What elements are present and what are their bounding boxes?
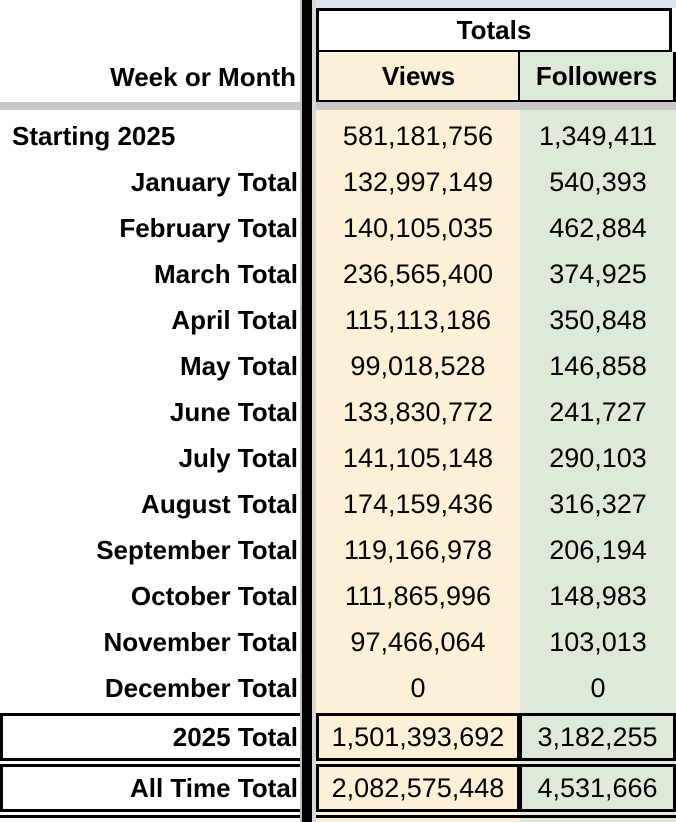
table-row bbox=[0, 159, 676, 205]
row-label-cell[interactable]: Starting 2025 bbox=[12, 120, 176, 151]
views-cell[interactable]: 236,565,400 bbox=[342, 258, 494, 289]
total-label-cell[interactable]: 2025 Total bbox=[0, 713, 302, 761]
totals-header-cell[interactable] bbox=[316, 8, 672, 52]
views-cell[interactable]: 133,830,772 bbox=[342, 396, 494, 427]
views-cell[interactable]: 97,466,064 bbox=[350, 626, 486, 657]
row-label-cell[interactable]: May Total bbox=[180, 350, 298, 381]
table-row bbox=[0, 481, 676, 527]
followers-cell[interactable]: 350,848 bbox=[549, 304, 647, 335]
followers-cell[interactable]: 241,727 bbox=[549, 396, 647, 427]
followers-cell[interactable]: 374,925 bbox=[549, 258, 647, 289]
row-label-cell[interactable]: April Total bbox=[171, 304, 298, 335]
followers-cell[interactable]: 1,349,411 bbox=[538, 120, 658, 151]
table-row bbox=[0, 435, 676, 481]
column-header-strip bbox=[316, 0, 676, 8]
views-cell[interactable]: 174,159,436 bbox=[342, 488, 494, 519]
views-cell[interactable]: 119,166,978 bbox=[343, 534, 493, 565]
row-label-cell[interactable]: March Total bbox=[154, 258, 298, 289]
bottom-border bbox=[0, 815, 676, 818]
total-row bbox=[0, 764, 676, 812]
views-cell[interactable]: 111,865,996 bbox=[344, 580, 492, 611]
followers-cell[interactable]: 103,013 bbox=[549, 626, 647, 657]
followers-header-label: Followers bbox=[535, 60, 658, 91]
column-gap bbox=[312, 0, 316, 822]
row-label-cell[interactable]: December Total bbox=[104, 672, 298, 703]
total-followers-cell[interactable]: 4,531,666 bbox=[520, 764, 676, 812]
total-views-cell[interactable]: 2,082,575,448 bbox=[316, 764, 520, 812]
table-row bbox=[0, 665, 676, 711]
row-label-cell[interactable]: November Total bbox=[103, 626, 298, 657]
views-cell[interactable]: 140,105,035 bbox=[342, 212, 494, 243]
total-views-cell[interactable]: 1,501,393,692 bbox=[316, 713, 520, 761]
followers-cell[interactable]: 290,103 bbox=[549, 442, 647, 473]
totals-header-label: Totals bbox=[456, 15, 532, 45]
row-label-cell[interactable]: July Total bbox=[178, 442, 298, 473]
row-label-cell[interactable]: June Total bbox=[169, 396, 298, 427]
table-row bbox=[0, 343, 676, 389]
followers-cell[interactable]: 316,327 bbox=[549, 488, 647, 519]
views-header-cell[interactable] bbox=[316, 52, 520, 102]
table-row bbox=[0, 297, 676, 343]
followers-header-cell[interactable] bbox=[520, 52, 676, 102]
total-label-cell[interactable]: All Time Total bbox=[0, 764, 302, 812]
row-label-cell[interactable]: January Total bbox=[130, 166, 298, 197]
frozen-row-divider[interactable] bbox=[0, 102, 676, 110]
table-row bbox=[0, 573, 676, 619]
followers-cell[interactable]: 462,884 bbox=[549, 212, 647, 243]
followers-cell[interactable]: 0 bbox=[590, 672, 606, 703]
table-row bbox=[0, 113, 676, 159]
frozen-column-divider[interactable] bbox=[302, 0, 312, 822]
followers-cell[interactable]: 206,194 bbox=[549, 534, 647, 565]
row-label-cell[interactable]: August Total bbox=[141, 488, 298, 519]
followers-cell[interactable]: 148,983 bbox=[549, 580, 647, 611]
total-followers-cell[interactable]: 3,182,255 bbox=[520, 713, 676, 761]
views-header-label: Views bbox=[381, 60, 456, 91]
row-label-cell[interactable]: February Total bbox=[119, 212, 298, 243]
row-header-label: Week or Month bbox=[110, 61, 296, 92]
views-cell[interactable]: 115,113,186 bbox=[344, 304, 492, 335]
row-label-cell[interactable]: October Total bbox=[130, 580, 298, 611]
views-cell[interactable]: 141,105,148 bbox=[342, 442, 494, 473]
followers-cell[interactable]: 540,393 bbox=[549, 166, 647, 197]
row-label-cell[interactable]: September Total bbox=[96, 534, 298, 565]
table-row bbox=[0, 251, 676, 297]
table-row bbox=[0, 527, 676, 573]
followers-cell[interactable]: 146,858 bbox=[549, 350, 647, 381]
views-cell[interactable]: 99,018,528 bbox=[350, 350, 486, 381]
row-header-cell[interactable] bbox=[0, 52, 300, 102]
table-row bbox=[0, 619, 676, 665]
views-cell[interactable]: 581,181,756 bbox=[342, 120, 494, 151]
views-cell[interactable]: 0 bbox=[410, 672, 426, 703]
table-row bbox=[0, 389, 676, 435]
total-row bbox=[0, 713, 676, 761]
table-row bbox=[0, 205, 676, 251]
views-cell[interactable]: 132,997,149 bbox=[342, 166, 494, 197]
